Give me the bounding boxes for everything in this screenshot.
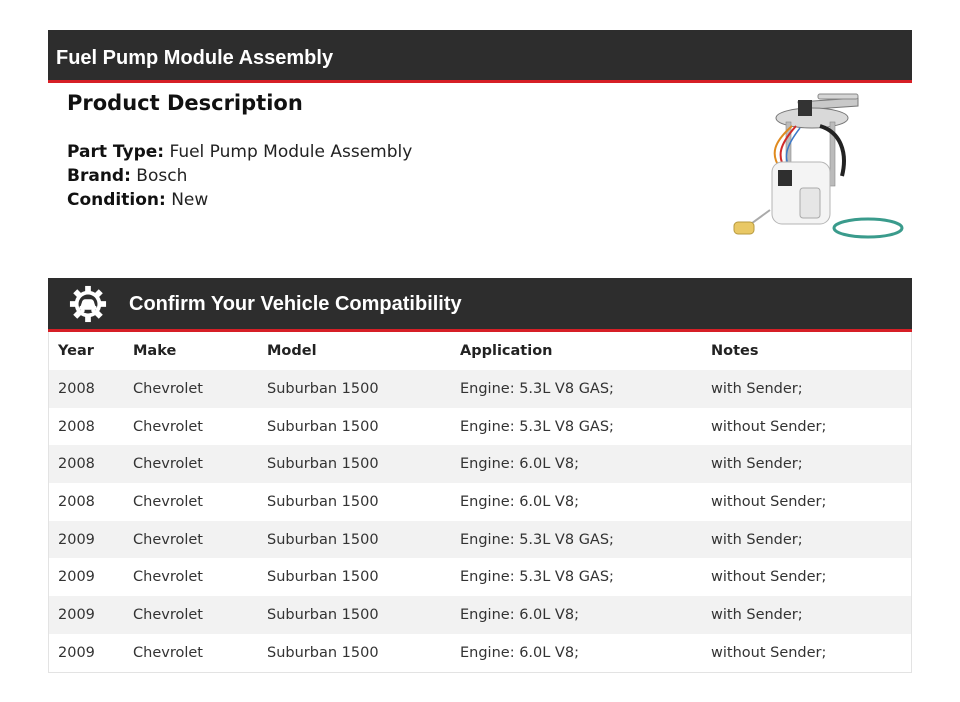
cell-make: Chevrolet (133, 521, 267, 559)
cell-notes: without Sender; (711, 418, 827, 435)
cell-model: Suburban 1500 (267, 569, 379, 586)
cell-make: Chevrolet (133, 370, 267, 408)
col-year: Year (58, 343, 94, 359)
col-model: Model (267, 343, 317, 359)
cell-application: Engine: 5.3L V8 GAS; (460, 569, 614, 586)
part-type-row (67, 140, 687, 164)
table-header-row (49, 332, 911, 370)
gear-car-icon (69, 285, 107, 323)
cell-year: 2009 (58, 644, 95, 661)
cell-application: Engine: 5.3L V8 GAS; (460, 418, 614, 435)
condition-label: Condition: (67, 190, 166, 210)
cell-make: Chevrolet (133, 596, 267, 634)
cell-year: 2008 (49, 445, 133, 483)
cell-year: 2009 (49, 521, 133, 559)
table-row (49, 558, 911, 596)
cell-notes: without Sender; (711, 569, 827, 586)
table-row (49, 445, 911, 483)
compatibility-bar (48, 278, 912, 332)
brand-label: Brand: (67, 166, 131, 186)
cell-make: Chevrolet (133, 445, 267, 483)
fuel-pump-module-photo (730, 92, 908, 246)
col-make: Make (133, 343, 177, 359)
cell-make: Chevrolet (133, 569, 203, 586)
col-notes: Notes (711, 343, 759, 359)
cell-model: Suburban 1500 (267, 493, 379, 510)
cell-model: Suburban 1500 (267, 370, 460, 408)
cell-model: Suburban 1500 (267, 596, 460, 634)
cell-notes: with Sender; (711, 521, 911, 559)
cell-notes: with Sender; (711, 370, 911, 408)
brand-row (67, 164, 687, 188)
cell-year: 2009 (58, 569, 95, 586)
cell-model: Suburban 1500 (267, 418, 379, 435)
cell-model: Suburban 1500 (267, 521, 460, 559)
description-heading: Product Description (67, 91, 303, 115)
cell-application: Engine: 6.0L V8; (460, 493, 579, 510)
cell-notes: with Sender; (711, 445, 911, 483)
col-application: Application (460, 343, 553, 359)
cell-application: Engine: 5.3L V8 GAS; (460, 370, 711, 408)
product-title: Fuel Pump Module Assembly (56, 47, 334, 69)
table-row (49, 634, 911, 672)
cell-model: Suburban 1500 (267, 445, 460, 483)
table-row (49, 596, 911, 634)
table-row (49, 370, 911, 408)
description-list (67, 140, 687, 212)
condition-row (67, 188, 687, 212)
cell-year: 2008 (49, 370, 133, 408)
cell-notes: without Sender; (711, 644, 827, 661)
cell-year: 2008 (58, 493, 95, 510)
table-row (49, 408, 911, 446)
cell-make: Chevrolet (133, 493, 203, 510)
brand-value: Bosch (136, 166, 188, 186)
cell-model: Suburban 1500 (267, 644, 379, 661)
cell-notes: without Sender; (711, 493, 827, 510)
cell-year: 2009 (49, 596, 133, 634)
cell-notes: with Sender; (711, 596, 911, 634)
cell-application: Engine: 6.0L V8; (460, 596, 711, 634)
compatibility-table (48, 332, 912, 673)
table-row (49, 483, 911, 521)
cell-application: Engine: 5.3L V8 GAS; (460, 521, 711, 559)
cell-make: Chevrolet (133, 644, 203, 661)
cell-application: Engine: 6.0L V8; (460, 445, 711, 483)
condition-value: New (171, 190, 209, 210)
cell-year: 2008 (58, 418, 95, 435)
product-title-bar (48, 30, 912, 83)
part-type-value: Fuel Pump Module Assembly (169, 142, 413, 162)
table-row (49, 521, 911, 559)
compatibility-title: Confirm Your Vehicle Compatibility (129, 293, 462, 315)
part-type-label: Part Type: (67, 142, 165, 162)
product-description (67, 88, 687, 212)
cell-application: Engine: 6.0L V8; (460, 644, 579, 661)
cell-make: Chevrolet (133, 418, 203, 435)
